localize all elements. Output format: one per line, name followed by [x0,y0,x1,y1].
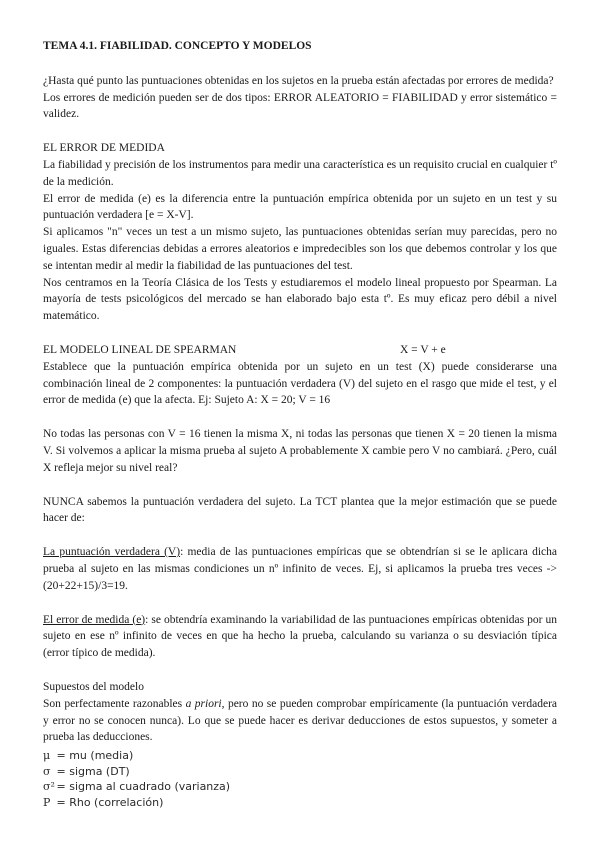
definition-true-score [43,544,557,594]
intro-error-types: Los errores de medición pueden ser de dos tipos: ERROR ALEATORIO = FIABILIDAD y error sistemático = validez. [43,91,557,121]
symbol-row-sigma-squared: σ² = sigma al cuadrado (varianza) [43,780,231,794]
symbol-row-mu: μ = mu (media) [43,749,134,763]
definition-text-true-score: : media de las puntuaciones empíricas que se obtendrían si se le aplicara dicha prueba al sujeto en las mismas condiciones un nº infinito de veces. Ej, si aplicamos la prueba tres veces -> (20+22+15)/3=19. [43,546,557,592]
definition-term-error: El error de medida (e) [43,613,146,626]
definition-error [43,612,557,662]
definition-text-error: : se obtendría examinando la variabilidad de las puntuaciones empíricas obtenidas por un sujeto en ese nº infinito de veces en que ha hecho la prueba, calculando su varianza o su desviación típica (error típico de medida). [43,613,557,660]
intro-question: ¿Hasta qué punto las puntuaciones obtenidas en los sujetos en la prueba están afectadas por errores de medida? [43,74,554,87]
spearman-paragraph-1: Establece que la puntuación empírica obtenida por un sujeto en un test (X) puede considerarse una combinación lineal de 2 componentes: la puntuación verdadera (V) del sujeto en el rasgo que mide el test, y el error de medida (e) que la afecta. Ej: Sujeto A: X = 20; V = 16 [43,360,557,407]
section-heading-assumptions: Supuestos del modelo [43,680,144,693]
symbol-legend [43,748,557,810]
a-priori-italic: a priori [185,697,222,710]
error-paragraph-1: La fiabilidad y precisión de los instrumentos para medir una característica es un requisito crucial en cualquier tº de la medición. [43,158,557,188]
section-heading-error: EL ERROR DE MEDIDA [43,142,165,155]
error-paragraph-2: El error de medida (e) es la diferencia entre la puntuación empírica obtenida por un sujeto en un test y su puntuación verdadera [e = X-V]. [43,192,557,222]
document-page [43,38,557,810]
spearman-paragraph-2: No todas las personas con V = 16 tienen la misma X, ni todas las personas que tienen X = 20 tienen la misma V. Si volvemos a aplicar la misma prueba al sujeto A probablemente X cambie pero V no cambiará. ¿Pero, cuál X refleja mejor su nivel real? [43,428,557,474]
definition-term-true-score: La puntuación verdadera (V) [43,546,181,559]
error-paragraph-4: Nos centramos en la Teoría Clásica de los Tests y estudiaremos el modelo lineal propuesto por Spearman. La mayoría de tests psicológicos del mercado se han elaborado bajo esta tº. Es muy eficaz pero débil a nivel matemático. [43,276,557,323]
section-heading-spearman: EL MODELO LINEAL DE SPEARMAN [43,343,237,356]
spearman-formula: X = V + e [400,343,446,356]
document-title: TEMA 4.1. FIABILIDAD. CONCEPTO Y MODELOS [43,40,312,52]
assumptions-paragraph: Son perfectamente razonables a priori, pero no se pueden comprobar empíricamente (la puntuación verdadera y error no se conocen nunca). Lo que se puede hacer es derivar deducciones de estos supuestos, y someter a prueba las deducciones. [43,697,557,744]
spearman-paragraph-3: NUNCA sabemos la puntuación verdadera del sujeto. La TCT plantea que la mejor estimación que se puede hacer de: [43,495,557,525]
error-paragraph-3: Si aplicamos "n" veces un test a un mismo sujeto, las puntuaciones obtenidas serían muy parecidas, pero no iguales. Estas diferencias debidas a errores aleatorios e impredecibles son los que debemos controlar y los que se intentan medir al medir la fiabilidad de las puntuaciones del test. [43,226,557,272]
spearman-heading-row [43,342,557,359]
symbol-row-rho: P = Rho (correlación) [43,795,164,809]
symbol-row-sigma: σ = sigma (DT) [43,764,130,778]
